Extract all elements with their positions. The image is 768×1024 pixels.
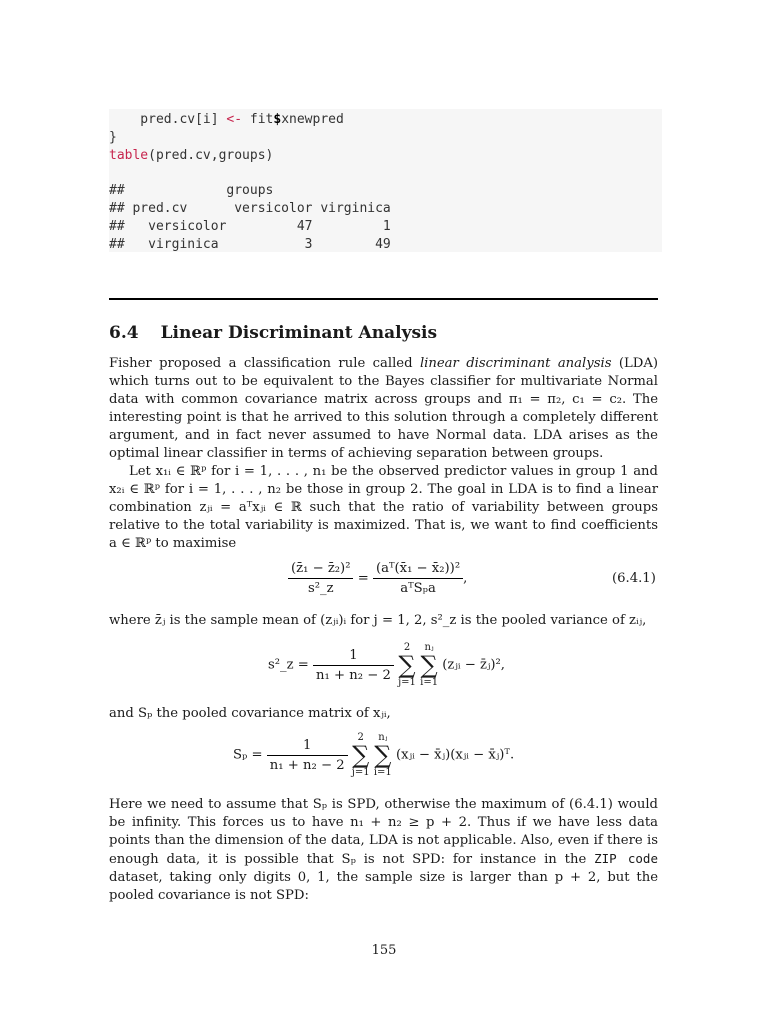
paragraph-2: Let x₁ᵢ ∈ ℝᵖ for i = 1, . . . , n₁ be the observed predictor values in group 1 and x₂ᵢ ∈ ℝᵖ for i = 1, . . . , n₂ be those in group 2. The goal in LDA is to find a linear combination zⱼᵢ = aᵀxⱼᵢ ∈ ℝ such that the ratio of variability between groups relative to the total variability is maximized. That is, we want to find coefficients a ∈ ℝᵖ to maximise (109, 464, 658, 551)
code-line-3: (pred.cv,groups) (148, 147, 274, 163)
paragraph-5 (109, 796, 658, 905)
p1-emphasis: linear discriminant analysis (419, 356, 612, 371)
eq3-denominator: n₁ + n₂ − 2 (267, 755, 348, 773)
output-line-2: ## pred.cv versicolor virginica (109, 200, 391, 216)
sum-i-lower: i=1 (420, 677, 439, 688)
p5-text-b: dataset, taking only digits 0, 1, the sample size is larger than p + 2, but the pooled covariance is not SPD: (109, 870, 658, 903)
sum-i: nⱼ ∑ i=1 (373, 732, 392, 778)
sum-i-upper: nⱼ (424, 642, 434, 653)
equation-pooled-variance (268, 642, 505, 688)
sum-j: 2 ∑ j=1 (398, 642, 416, 688)
code-listing (109, 111, 391, 253)
output-line-1: ## groups (109, 183, 274, 199)
sum-j-lower: j=1 (398, 677, 416, 688)
eq2-lhs: s²_z = (268, 657, 309, 673)
eq1-right-numerator: (aᵀ(x̄₁ − x̄₂))² (375, 561, 461, 576)
sum-i: nⱼ ∑ i=1 (420, 642, 439, 688)
code-line-2: } (109, 129, 117, 145)
eq1-comma: , (463, 571, 468, 586)
p5-text-a: Here we need to assume that Sₚ is SPD, otherwise the maximum of (6.4.1) would be infinity. This forces us to have n₁ + n₂ ≥ p + 2. Thus if we have less data points than the dimension of the data, LDA is not applicable. Also, even if there is enough data, it is possible that Sₚ is not SPD: for instance in the (109, 797, 658, 867)
eq1-denominator: s²_z (288, 578, 353, 596)
assign-operator: <- (226, 112, 243, 127)
sum-j: 2 ∑ j=1 (351, 732, 370, 778)
p1-text-a: Fisher proposed a classification rule called (109, 356, 420, 371)
eq3-term: (xⱼᵢ − x̄ⱼ)(xⱼᵢ − x̄ⱼ)ᵀ. (396, 747, 515, 763)
output-line-4: ## virginica 3 49 (109, 236, 391, 252)
section-title: Linear Discriminant Analysis (160, 323, 438, 343)
sum-j-upper: 2 (403, 642, 411, 653)
section-heading (109, 323, 437, 343)
eq1-equals: = (357, 571, 369, 586)
sum-i-lower: i=1 (373, 767, 392, 778)
sum-j-lower: j=1 (351, 767, 370, 778)
eq3-numerator: 1 (302, 737, 312, 753)
equation-6-4-1 (288, 561, 467, 596)
section-number: 6.4 (109, 323, 139, 343)
p1-text-b: (LDA) which turns out to be equivalent to the Bayes classifier for multivariate Normal data with common covariance matrix across groups and π₁ = π₂, c₁ = c₂. The interesting point is that he arrived to this solution through a completely different argument, and in fact never assumed to have Normal data. LDA arises as the optimal linear classifier in terms of achieving separation between groups. (109, 356, 658, 461)
page-number: 155 (371, 943, 397, 958)
eq1-numerator: (z̄₁ − z̄₂)² (291, 561, 351, 576)
output-line-3: ## versicolor 47 1 (109, 218, 391, 234)
paragraph-1 (109, 355, 658, 463)
section-divider (109, 298, 658, 300)
sum-i-upper: nⱼ (378, 732, 388, 743)
eq2-denominator: n₁ + n₂ − 2 (313, 665, 394, 683)
paragraph-3: where z̄ⱼ is the sample mean of (zⱼᵢ)ᵢ for j = 1, 2, s²_z is the pooled variance of zᵢⱼ, (109, 613, 647, 628)
eq1-right-denominator: aᵀSₚa (373, 578, 463, 596)
eq3-lhs: Sₚ = (233, 747, 263, 763)
eq2-term: (zⱼᵢ − z̄ⱼ)², (442, 657, 505, 673)
code-line-1a: pred.cv[i] (109, 112, 227, 127)
dollar-operator: $ (273, 112, 282, 127)
p5-dataset-name: ZIP code (594, 851, 658, 866)
sum-j-upper: 2 (357, 732, 364, 743)
code-line-1c: xnewpred (281, 112, 344, 127)
paragraph-4: and Sₚ the pooled covariance matrix of xⱼᵢ, (109, 706, 391, 721)
code-line-1b: fit (242, 112, 274, 127)
table-function: table (109, 147, 149, 163)
equation-label: (6.4.1) (612, 571, 656, 586)
equation-pooled-covariance (233, 732, 514, 778)
eq2-numerator: 1 (349, 647, 358, 663)
